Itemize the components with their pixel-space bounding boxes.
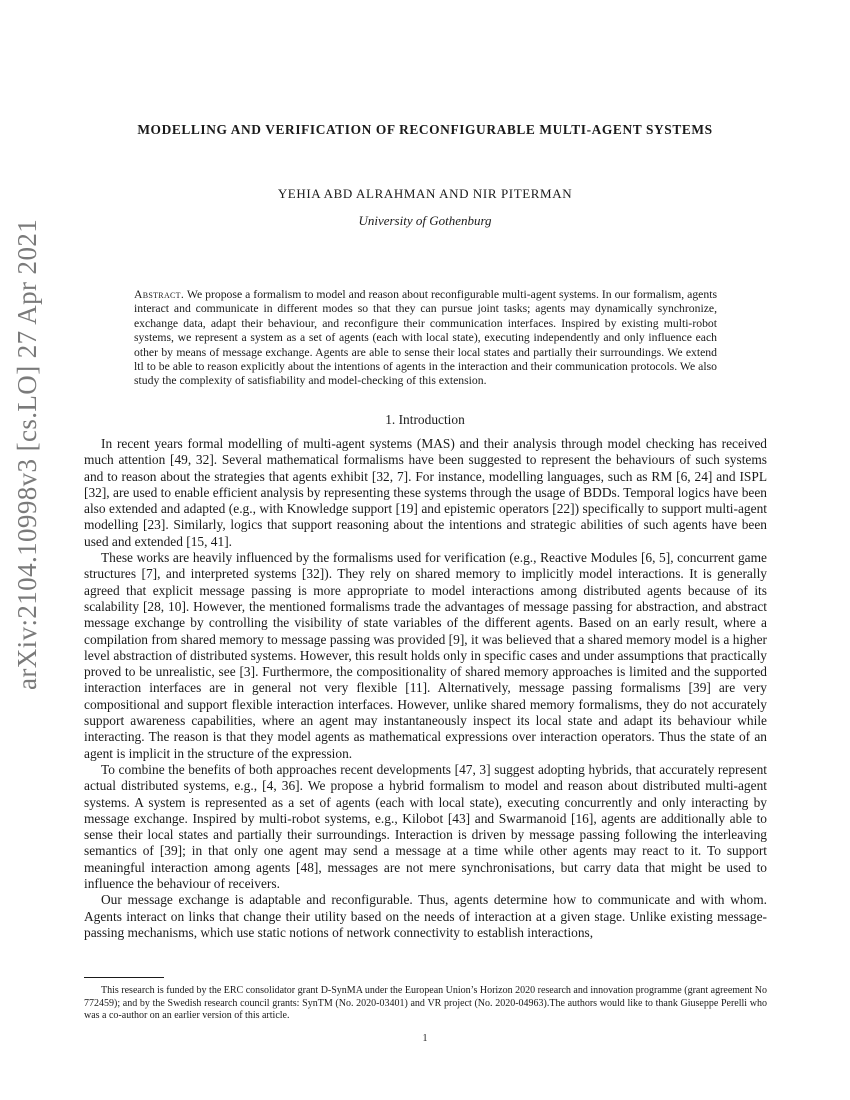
paper-title: MODELLING AND VERIFICATION OF RECONFIGURABLE MULTI-AGENT SYSTEMS: [137, 122, 713, 137]
abstract-text: We propose a formalism to model and reason about reconfigurable multi-agent systems. In our formalism, agents interact and communicate in different modes so that they can pursue joint tasks; agents may dynamically synchronize, exchange data, adapt their behaviour, and reconfigure their communication interfaces. Inspired by existing multi-robot systems, we represent a system as a set of agents (each with local state), executing independently and only influence each other by means of message exchange. Agents are able to sense their local states and partially their surroundings. We extend ltl to be able to reason explicitly about the intentions of agents in the interaction and their communication protocols. We also study the complexity of satisfiability and model-checking of this extension.: [134, 288, 717, 388]
paragraph: In recent years formal modelling of multi-agent systems (MAS) and their analysis through model checking has received much attention [49, 32]. Several mathematical formalisms have been suggested to represent the behaviours of such systems and to reason about the strategies that agents exhibit [32, 7]. For instance, modelling languages, such as RM [6, 24] and ISPL [32], are used to enable efficient analysis by representing these systems through the usage of BDDs. Temporal logics have been also extended and adapted (e.g., with Knowledge support [19] and epistemic operators [22]) specifically to support multi-agent modelling [23]. Similarly, logics that support reasoning about the intentions and strategic abilities of such agents have been used and extended [15, 41].: [84, 436, 767, 549]
arxiv-stamp-text: arXiv:2104.10998v3 [cs.LO] 27 Apr 2021: [12, 218, 42, 690]
footnote: [84, 985, 767, 1023]
paper-affiliation: University of Gothenburg: [358, 213, 492, 228]
paragraph: These works are heavily influenced by the formalisms used for verification (e.g., Reactive Modules [6, 5], concurrent game structures [7], and interpreted systems [32]). They rely on shared memory to implicitly model interactions. It is generally agreed that explicit message passing is more appropriate to model interactions among distributed agents because of its scalability [28, 10]. However, the mentioned formalisms trade the advantages of message passing for abstraction, and abstract message exchange by controlling the visibility of state variables of the different agents. Based on an early result, where a compilation from shared memory to message passing was provided [9], it was believed that a shared memory model is a higher level abstraction of distributed systems. However, this result holds only in specific cases and under assumptions that practically proved to be unrealistic, see [3]. Furthermore, the compositionality of shared memory approaches is limited and the supported interaction interfaces are in general not very flexible [11]. Alternatively, message passing formalisms [39] are very compositional and support flexible interaction interfaces. However, unlike shared memory formalisms, they do not accurately support awareness capabilities, where an agent may instantaneously inspect its local state and adapt its behaviour while interacting. The reason is that they model agents as mathematical expressions over interaction operators. Thus the state of an agent is implicit in the structure of the expression.: [84, 550, 767, 761]
section-heading: 1. Introduction: [385, 412, 465, 427]
footnote-rule: [84, 977, 164, 978]
page-number: 1: [422, 1033, 428, 1044]
abstract: [134, 288, 717, 389]
body-text: [84, 436, 767, 941]
paper-authors: YEHIA ABD ALRAHMAN AND NIR PITERMAN: [277, 186, 573, 201]
arxiv-stamp: [0, 218, 60, 690]
paragraph: Our message exchange is adaptable and reconfigurable. Thus, agents determine how to communicate and with whom. Agents interact on links that change their utility based on the needs of interaction at a given stage. Unlike existing message-passing mechanisms, which use static notions of network connectivity to establish interactions,: [84, 892, 767, 940]
paragraph: To combine the benefits of both approaches recent developments [47, 3] suggest adopting hybrids, that accurately represent actual distributed systems, e.g., [4, 36]. We propose a hybrid formalism to model and reason about distributed multi-agent systems. A system is represented as a set of agents (each with local state), executing concurrently and only interacting by message exchange. Inspired by multi-robot systems, e.g., Kilobot [43] and Swarmanoid [16], agents are additionally able to sense their local states and partially their surroundings. Interaction is driven by message passing following the interleaving semantics of [39]; in that only one agent may send a message at a time while other agents may react to it. To support meaningful interaction among agents [48], messages are not mere synchronisations, but carry data that might be used to influence the behaviour of receivers.: [84, 761, 767, 892]
footnote-text: This research is funded by the ERC consolidator grant D-SynMA under the European Union’s Horizon 2020 research and innovation programme (grant agreement No 772459); and by the Swedish research council grants: SynTM (No. 2020-03401) and VR project (No. 2020-04963).The authors would like to thank Giuseppe Perelli who was a co-author on an earlier version of this article.: [84, 985, 767, 1022]
abstract-heading: Abstract.: [134, 288, 185, 301]
